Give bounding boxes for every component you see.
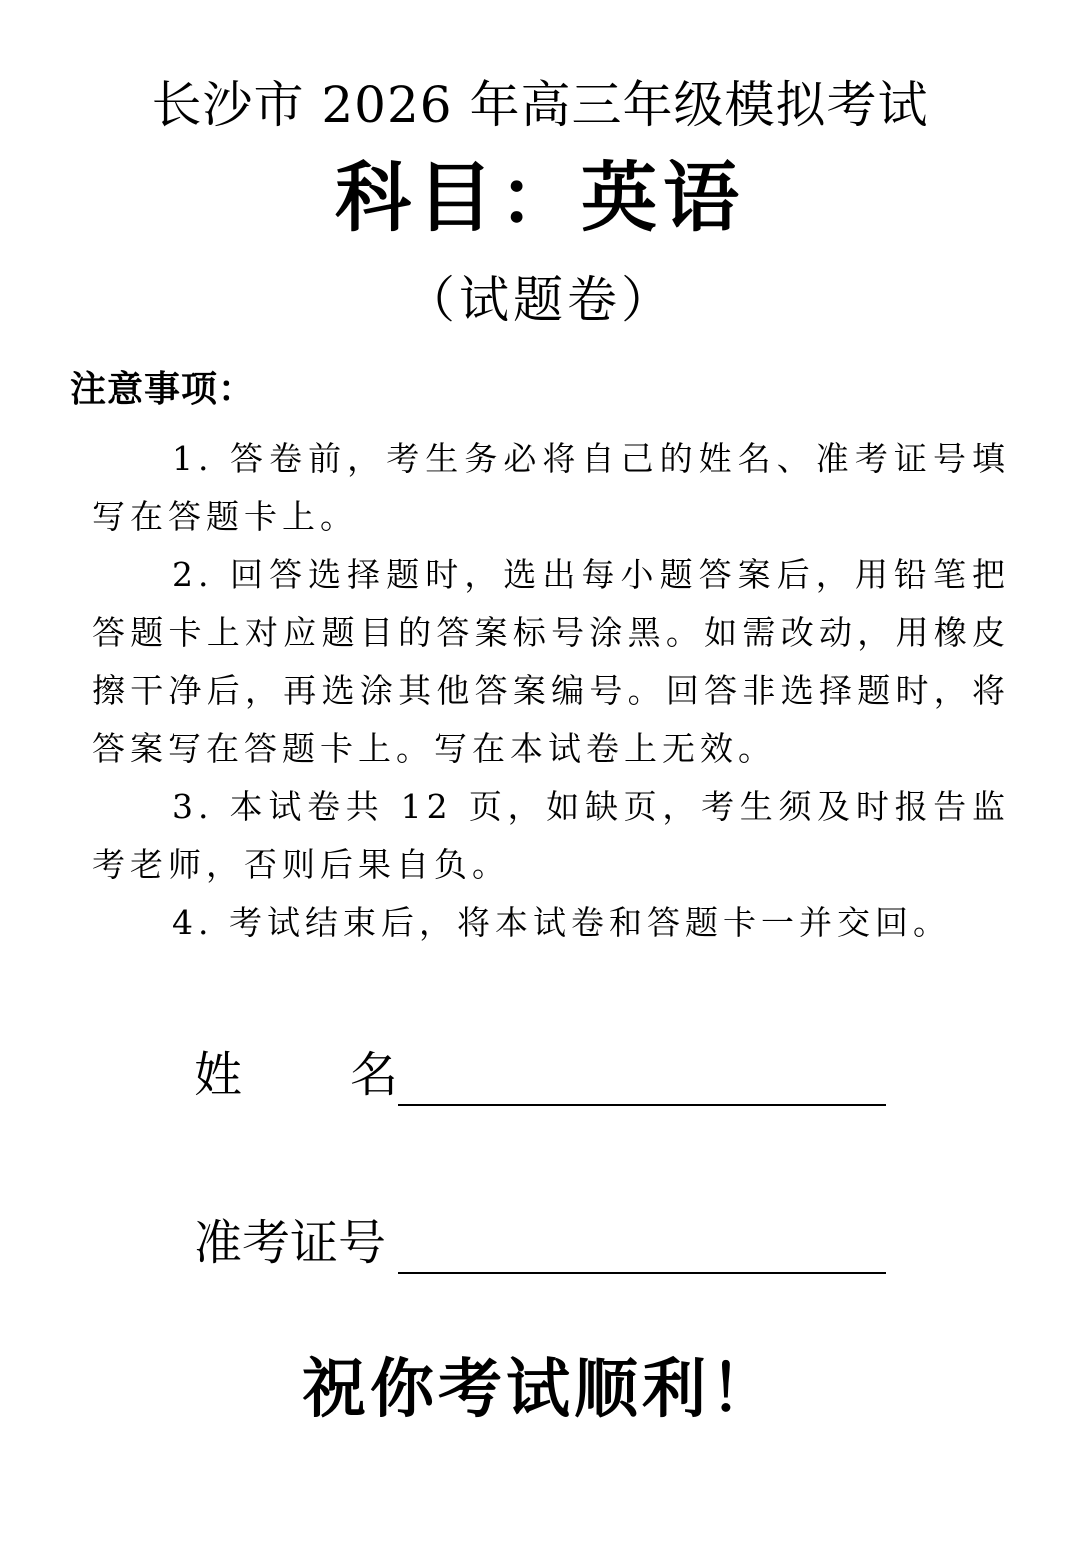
notice-heading: 注意事项：: [70, 369, 256, 410]
paper-type-label: （试题卷）: [405, 271, 675, 329]
name-field-label: 姓名: [194, 1047, 398, 1103]
exam-title: 长沙市 2026 年高三年级模拟考试: [151, 76, 929, 134]
exam-id-field-label: 准考证号: [194, 1215, 387, 1271]
notice-item-1: 1. 答卷前，考生务必将自己的姓名、准考证号填写在答题卡上。: [92, 439, 1010, 536]
name-field: [194, 1044, 886, 1106]
notice-item-2: 2. 回答选择题时，选出每小题答案后，用铅笔把答题卡上对应题目的答案标号涂黑。如需改动，用橡皮擦干净后，再选涂其他答案编号。回答非选择题时，将答案写在答题卡上。写在本试卷上无效。: [92, 555, 1010, 768]
good-luck-message: 祝你考试顺利！: [302, 1353, 778, 1427]
notice-list: [92, 430, 1010, 952]
subject-title: 科目：英语: [335, 153, 745, 242]
name-blank-line[interactable]: [398, 1052, 886, 1106]
notice-item-3: 3. 本试卷共 12 页，如缺页，考生须及时报告监考老师，否则后果自负。: [92, 787, 1010, 884]
notice-item-4: 4. 考试结束后，将本试卷和答题卡一并交回。: [172, 903, 951, 942]
exam-id-field: [194, 1212, 886, 1274]
exam-id-blank-line[interactable]: [398, 1220, 886, 1274]
